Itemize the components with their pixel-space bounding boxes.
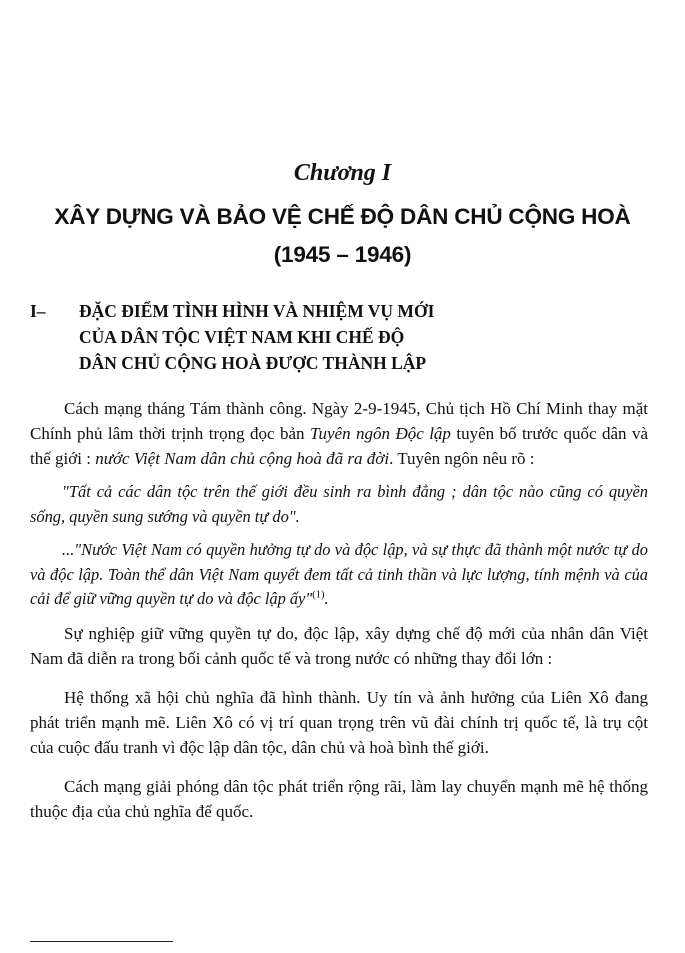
paragraph-intro xyxy=(30,396,648,471)
section-title xyxy=(79,298,434,376)
footnote-marker: (1) xyxy=(312,589,325,601)
section-number: I– xyxy=(30,301,46,321)
chapter-label: Chương I xyxy=(293,160,392,186)
paragraph-liberation: Cách mạng giải phóng dân tộc phát triển rộng rãi, làm lay chuyển mạnh mẽ hệ thống thuộc địa của chủ nghĩa đế quốc. xyxy=(30,776,648,821)
section-title-line-3: DÂN CHỦ CỘNG HOÀ ĐƯỢC THÀNH LẬP xyxy=(79,353,427,373)
quote-independence-end: . xyxy=(324,589,329,608)
quote-equality: "Tất cả các dân tộc trên thế giới đều sinh ra bình đẳng ; dân tộc nào cũng có quyền sống, quyền sung sướng và quyền tự do". xyxy=(30,482,648,526)
chapter-title-line-1: XÂY DỰNG VÀ BẢO VỆ CHẾ ĐỘ DÂN CHỦ CỘNG HOÀ xyxy=(54,204,631,229)
paragraph-intro-part-1: Cách mạng tháng Tám thành công. Ngày 2-9-1945, Chủ tịch Hồ Chí Minh thay mặt Chính phủ lâm thời trịnh trọng đọc bản xyxy=(30,399,648,443)
body-text xyxy=(30,396,648,838)
declaration-phrase: nước Việt Nam dân chủ cộng hoà đã ra đời xyxy=(95,449,390,468)
declaration-title: Tuyên ngôn Độc lập xyxy=(309,424,451,443)
paragraph-intro-part-2: tuyên bố trước quốc dân và thế giới : xyxy=(30,424,649,468)
quote-independence xyxy=(30,538,648,612)
footnote-rule xyxy=(30,941,173,942)
section-title-line-1: ĐẶC ĐIỂM TÌNH HÌNH VÀ NHIỆM VỤ MỚI xyxy=(79,301,435,321)
paragraph-socialist-system: Hệ thống xã hội chủ nghĩa đã hình thành. Uy tín và ảnh hưởng của Liên Xô đang phát triển mạnh mẽ. Liên Xô có vị trí quan trọng trên vũ đài chính trị quốc tế, là trụ cột của cuộc đấu tranh vì độc lập dân tộc, dân chủ và hoà bình thế giới. xyxy=(30,687,648,757)
paragraph-intro-part-3: . Tuyên ngôn nêu rõ : xyxy=(389,449,535,468)
section-title-line-2: CỦA DÂN TỘC VIỆT NAM KHI CHẾ ĐỘ xyxy=(79,327,405,347)
paragraph-context: Sự nghiệp giữ vững quyền tự do, độc lập, xây dựng chế độ mới của nhân dân Việt Nam đã diễn ra trong bối cảnh quốc tế và trong nước có những thay đổi lớn : xyxy=(30,623,648,668)
quote-independence-text: ..."Nước Việt Nam có quyền hưởng tự do và độc lập, và sự thực đã thành một nước tự do và độc lập. Toàn thể dân Việt Nam quyết đem tất cả tinh thần và lực lượng, tính mệnh và của cải để giữ vững quyền tự do và độc lập ấy" xyxy=(30,540,648,608)
chapter-title-line-2: (1945 – 1946) xyxy=(273,242,412,267)
